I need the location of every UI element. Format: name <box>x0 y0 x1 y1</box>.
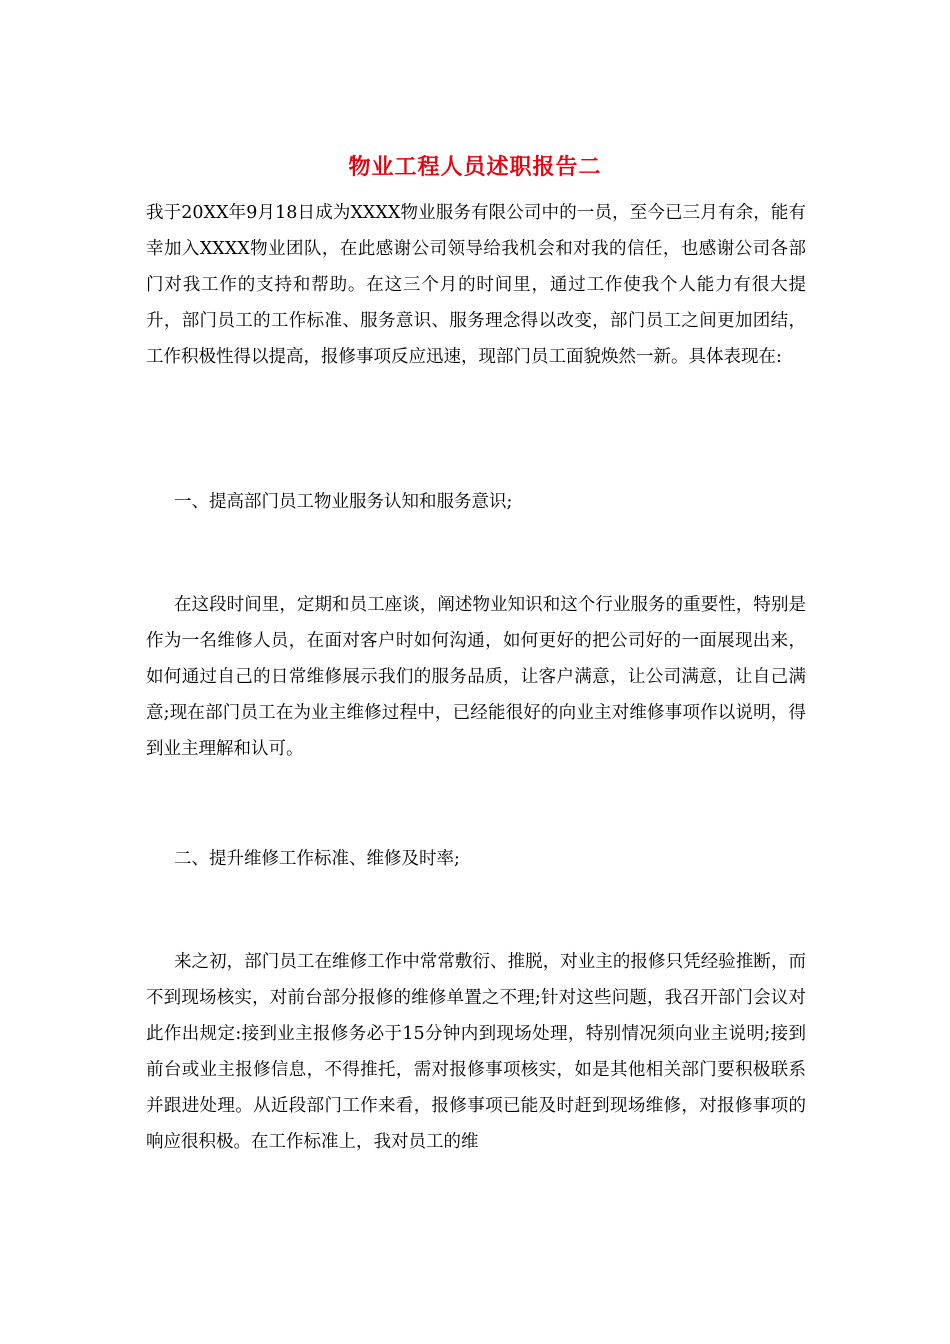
section-1-paragraph: 在这段时间里，定期和员工座谈，阐述物业知识和这个行业服务的重要性，特别是作为一名维修人员，在面对客户时如何沟通，如何更好的把公司好的一面展现出来，如何通过自己的日常维修展示我们的服务品质，让客户满意，让公司满意，让自己满意;现在部门员工在为业主维修过程中，已经能很好的向业主对维修事项作以说明，得到业主理解和认可。 <box>146 595 806 759</box>
section-1-heading: 一、提高部门员工物业服务认知和服务意识; <box>174 492 513 512</box>
intro-paragraph: 我于20XX年9月18日成为XXXX物业服务有限公司中的一员，至今已三月有余，能有幸加入XXXX物业团队，在此感谢公司领导给我机会和对我的信任，也感谢公司各部门对我工作的支持和帮助。在这三个月的时间里，通过工作使我个人能力有很大提升，部门员工的工作标准、服务意识、服务理念得以改变，部门员工之间更加团结，工作积极性得以提高，报修事项反应迅速，现部门员工面貌焕然一新。具体表现在: <box>146 203 806 367</box>
section-2-paragraph: 来之初，部门员工在维修工作中常常敷衍、推脱，对业主的报修只凭经验推断，而不到现场核实，对前台部分报修的维修单置之不理;针对这些问题，我召开部门会议对此作出规定:接到业主报修务必于15分钟内到现场处理，特别情况须向业主说明;接到前台或业主报修信息，不得推托，需对报修事项核实，如是其他相关部门要积极联系并跟进处理。从近段部门工作来看，报修事项已能及时赶到现场维修，对报修事项的响应很积极。在工作标准上，我对员工的维 <box>146 952 806 1152</box>
section-2-heading: 二、提升维修工作标准、维修及时率; <box>174 849 460 869</box>
document-title: 物业工程人员述职报告二 <box>348 154 602 180</box>
